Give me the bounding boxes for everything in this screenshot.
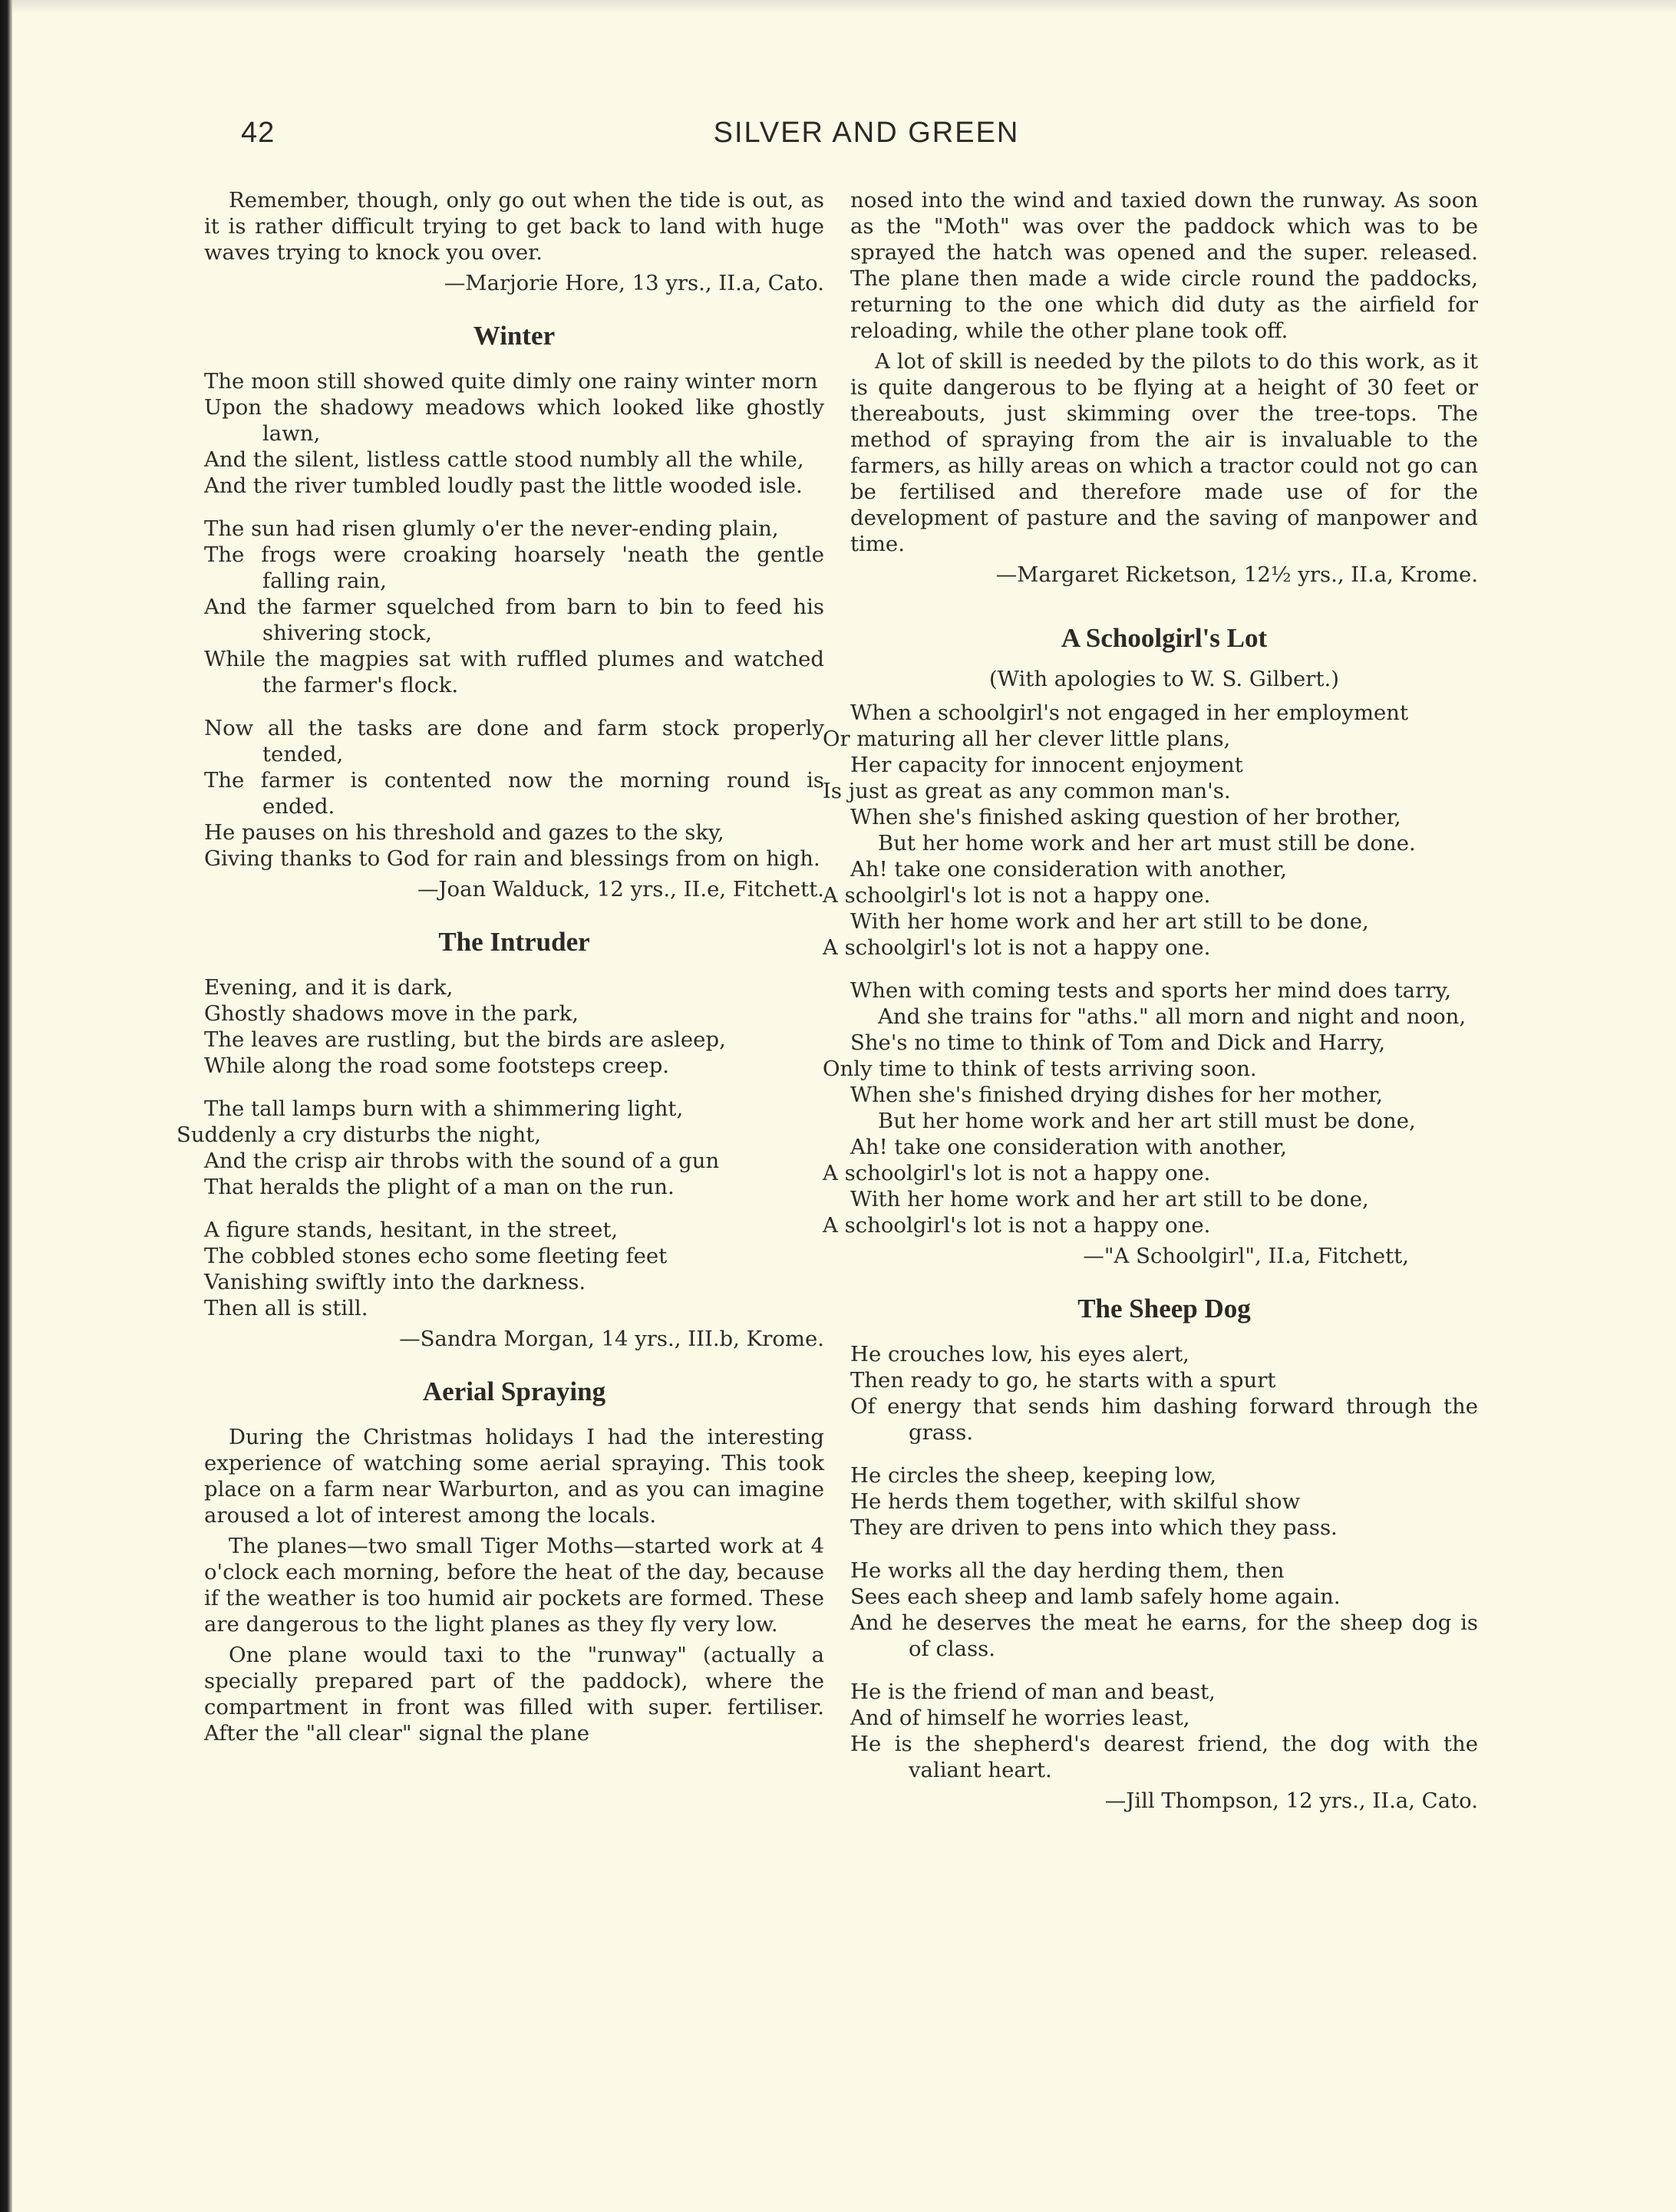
intruder-byline: —Sandra Morgan, 14 yrs., III.b, Krome. bbox=[399, 1327, 824, 1351]
poem-line: Upon the shadowy meadows which looked like ghostly lawn, bbox=[204, 395, 824, 446]
running-title: SILVER AND GREEN bbox=[713, 117, 1020, 149]
intruder-title: The Intruder bbox=[438, 927, 590, 957]
poem-line: The farmer is contented now the morning round is ended. bbox=[204, 768, 824, 819]
poem-line: And he deserves the meat he earns, for the sheep dog is of class. bbox=[850, 1610, 1478, 1661]
poem-line: Vanishing swiftly into the darkness. bbox=[204, 1270, 586, 1294]
sheepdog-stanza bbox=[850, 1462, 1478, 1541]
poem-line: When she's finished asking question of her brother, bbox=[850, 805, 1401, 829]
poem-line: While along the road some footsteps creep. bbox=[204, 1053, 670, 1078]
sheepdog-poem bbox=[850, 1341, 1478, 1783]
aerial-continued-paragraph: nosed into the wind and taxied down the runway. As soon as the "Moth" was over the paddock which was to be sprayed the hatch was opened and the super. released. The plane then made a wide circle round the paddocks, returning to the one which did duty as the airfield for reloading, while the other plane took off. bbox=[850, 188, 1478, 343]
intro-byline: —Marjorie Hore, 13 yrs., II.a, Cato. bbox=[444, 271, 824, 295]
page-binding-edge bbox=[0, 0, 12, 2212]
poem-line: A schoolgirl's lot is not a happy one. bbox=[823, 935, 1211, 960]
poem-line: That heralds the plight of a man on the run. bbox=[204, 1175, 675, 1199]
poem-line: He is the shepherd's dearest friend, the dog with the valiant heart. bbox=[850, 1732, 1478, 1782]
intruder-stanza bbox=[177, 1096, 824, 1200]
poem-line: They are driven to pens into which they pass. bbox=[850, 1515, 1338, 1540]
aerial-title: Aerial Spraying bbox=[422, 1376, 606, 1406]
sheepdog-stanza bbox=[850, 1558, 1478, 1662]
poem-line: Of energy that sends him dashing forward through the grass. bbox=[850, 1394, 1478, 1445]
poem-line: He herds them together, with skilful show bbox=[850, 1489, 1301, 1514]
poem-line: Ah! take one consideration with another, bbox=[850, 1135, 1288, 1159]
schoolgirl-poem bbox=[823, 700, 1478, 1238]
poem-line: He pauses on his threshold and gazes to the sky, bbox=[204, 820, 724, 845]
poem-line: When a schoolgirl's not engaged in her employment bbox=[850, 701, 1409, 725]
winter-stanza bbox=[204, 715, 824, 872]
poem-line: Only time to think of tests arriving soon. bbox=[823, 1057, 1257, 1081]
schoolgirl-stanza bbox=[823, 977, 1478, 1238]
poem-line: Now all the tasks are done and farm stock properly tended, bbox=[204, 716, 824, 766]
winter-stanza bbox=[204, 368, 824, 499]
sheepdog-stanza bbox=[850, 1341, 1478, 1446]
left-column bbox=[177, 187, 824, 1746]
schoolgirl-stanza bbox=[823, 700, 1478, 961]
poem-line: Suddenly a cry disturbs the night, bbox=[177, 1122, 542, 1147]
page-top-shadow bbox=[12, 0, 1676, 14]
poem-line: With her home work and her art still to be done, bbox=[850, 909, 1369, 934]
page-number: 42 bbox=[241, 117, 275, 149]
poem-line: He works all the day herding them, then bbox=[850, 1558, 1285, 1583]
poem-line: Evening, and it is dark, bbox=[204, 975, 454, 1000]
aerial-paragraph: One plane would taxi to the "runway" (actually a specially prepared part of the paddock), where the compartment in front was filled with super. fertiliser. After the "all clear" signal the plane bbox=[204, 1643, 824, 1746]
poem-line: The moon still showed quite dimly one rainy winter morn bbox=[204, 369, 818, 394]
poem-line: Sees each sheep and lamb safely home again. bbox=[850, 1584, 1341, 1609]
poem-line: He circles the sheep, keeping low, bbox=[850, 1463, 1216, 1488]
page-header bbox=[241, 117, 1492, 163]
intro-paragraph: Remember, though, only go out when the tide is out, as it is rather difficult trying to get back to land with huge waves trying to knock you over. bbox=[204, 188, 824, 265]
poem-line: A schoolgirl's lot is not a happy one. bbox=[823, 1161, 1211, 1185]
poem-line: With her home work and her art still to be done, bbox=[850, 1187, 1369, 1211]
poem-line: The sun had risen glumly o'er the never-ending plain, bbox=[204, 516, 779, 541]
schoolgirl-subtitle: (With apologies to W. S. Gilbert.) bbox=[989, 667, 1339, 691]
poem-line: A figure stands, hesitant, in the street, bbox=[204, 1218, 619, 1242]
poem-line: And the farmer squelched from barn to bin to feed his shivering stock, bbox=[204, 595, 824, 645]
intruder-stanza bbox=[204, 1217, 824, 1321]
poem-line: He crouches low, his eyes alert, bbox=[850, 1342, 1189, 1366]
poem-line: The tall lamps burn with a shimmering light, bbox=[204, 1096, 684, 1121]
intruder-stanza bbox=[204, 974, 824, 1079]
aerial-byline: —Margaret Ricketson, 12½ yrs., II.a, Krome. bbox=[995, 562, 1478, 587]
winter-title: Winter bbox=[473, 321, 556, 351]
poem-line: And the crisp air throbs with the sound of a gun bbox=[204, 1149, 720, 1173]
poem-line: Then all is still. bbox=[204, 1296, 368, 1320]
poem-line: The leaves are rustling, but the birds are asleep, bbox=[204, 1027, 726, 1052]
poem-line: But her home work and her art still must be done, bbox=[878, 1109, 1416, 1133]
poem-line: And she trains for "aths." all morn and night and noon, bbox=[878, 1004, 1466, 1029]
winter-poem bbox=[204, 368, 824, 872]
poem-line: Giving thanks to God for rain and blessings from on high. bbox=[204, 846, 820, 871]
poem-line: The frogs were croaking hoarsely 'neath the gentle falling rain, bbox=[204, 542, 824, 593]
poem-line: Then ready to go, he starts with a spurt bbox=[850, 1368, 1276, 1393]
poem-line: But her home work and her art must still be done. bbox=[878, 831, 1416, 855]
poem-line: A schoolgirl's lot is not a happy one. bbox=[823, 1213, 1211, 1238]
poem-line: When with coming tests and sports her mind does tarry, bbox=[850, 978, 1451, 1003]
aerial-paragraph: The planes—two small Tiger Moths—started work at 4 o'clock each morning, before the heat of the day, because if the weather is too humid air pockets are formed. These are dangerous to the light planes as they fly very low. bbox=[204, 1534, 824, 1637]
poem-line: She's no time to think of Tom and Dick and Harry, bbox=[850, 1030, 1386, 1055]
poem-line: Or maturing all her clever little plans, bbox=[823, 727, 1231, 751]
aerial-continued-paragraph: A lot of skill is needed by the pilots to do this work, as it is quite dangerous to be flying at a height of 30 feet or thereabouts, just skimming over the tree-tops. The method of spraying from the air is invaluable to the farmers, as hilly areas on which a tractor could not go can be fertilised and therefore made use of for the development of pasture and the saving of manpower and time. bbox=[850, 349, 1478, 556]
poem-line: He is the friend of man and beast, bbox=[850, 1680, 1216, 1704]
poem-line: Ghostly shadows move in the park, bbox=[204, 1001, 579, 1026]
poem-line: And of himself he worries least, bbox=[850, 1706, 1190, 1730]
poem-line: Ah! take one consideration with another, bbox=[850, 857, 1288, 882]
poem-line: While the magpies sat with ruffled plumes and watched the farmer's flock. bbox=[204, 647, 824, 697]
winter-byline: —Joan Walduck, 12 yrs., II.e, Fitchett. bbox=[417, 877, 824, 902]
poem-line: A schoolgirl's lot is not a happy one. bbox=[823, 883, 1211, 908]
winter-stanza bbox=[204, 516, 824, 698]
poem-line: Is just as great as any common man's. bbox=[823, 779, 1231, 803]
poem-line: And the silent, listless cattle stood numbly all the while, bbox=[204, 447, 804, 472]
sheepdog-title: The Sheep Dog bbox=[1077, 1294, 1251, 1324]
intruder-poem bbox=[177, 974, 824, 1321]
right-column bbox=[823, 187, 1478, 1814]
schoolgirl-title: A Schoolgirl's Lot bbox=[1061, 623, 1268, 653]
schoolgirl-byline: —"A Schoolgirl", II.a, Fitchett, bbox=[1083, 1244, 1409, 1268]
poem-line: And the river tumbled loudly past the little wooded isle. bbox=[204, 473, 803, 498]
sheepdog-stanza bbox=[850, 1679, 1478, 1783]
sheepdog-byline: —Jill Thompson, 12 yrs., II.a, Cato. bbox=[1104, 1788, 1478, 1813]
poem-line: When she's finished drying dishes for her mother, bbox=[850, 1083, 1384, 1107]
aerial-paragraph: During the Christmas holidays I had the interesting experience of watching some aerial spraying. This took place on a farm near Warburton, and as you can imagine aroused a lot of interest among the locals. bbox=[204, 1425, 824, 1528]
poem-line: The cobbled stones echo some fleeting feet bbox=[204, 1244, 668, 1268]
poem-line: Her capacity for innocent enjoyment bbox=[850, 753, 1243, 777]
